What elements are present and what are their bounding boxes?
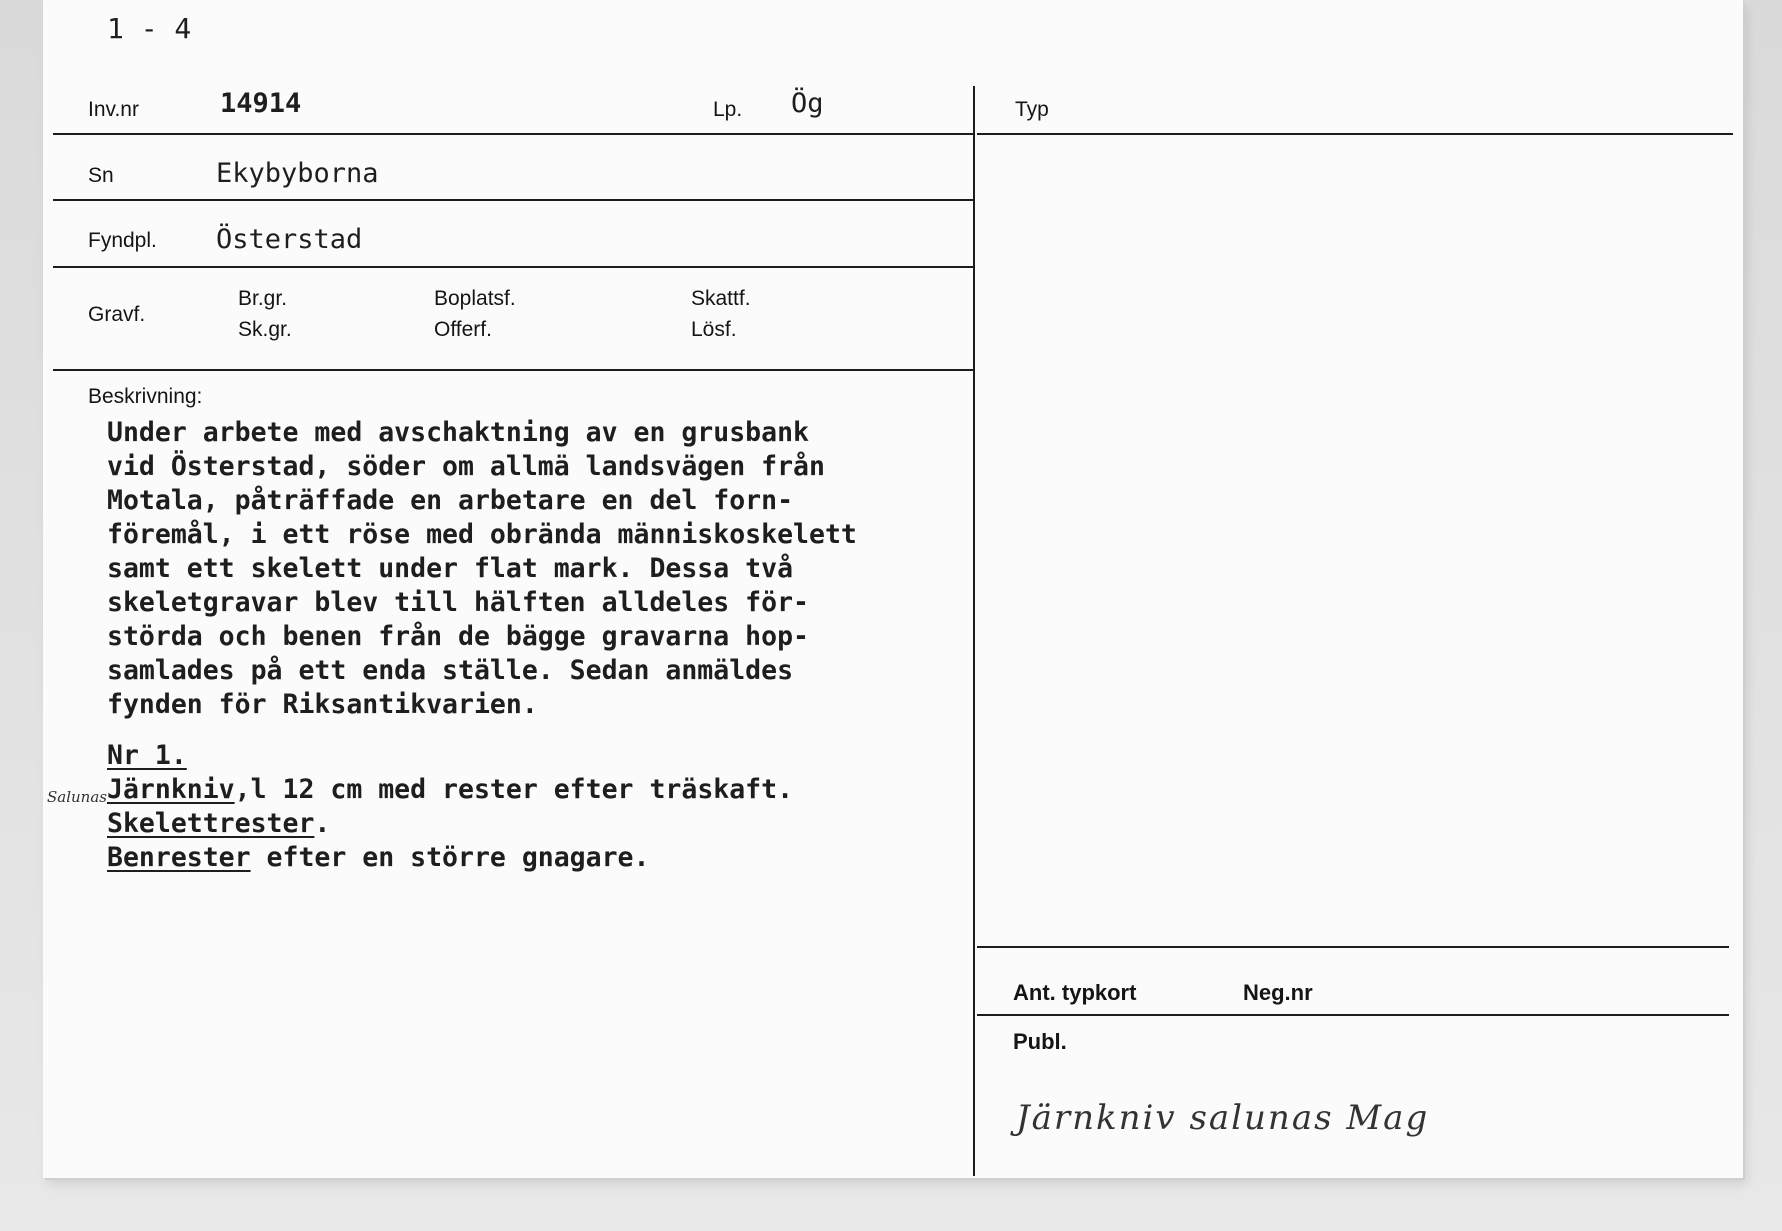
description-line: samt ett skelett under flat mark. Dessa två bbox=[107, 553, 794, 584]
description-line: störda och benen från de bägge gravarna hop- bbox=[107, 621, 809, 652]
skattf-label: Skattf. bbox=[691, 287, 751, 310]
boplatsf-label: Boplatsf. bbox=[434, 287, 516, 310]
beskrivning-label: Beskrivning: bbox=[88, 385, 203, 408]
margin-note: Salunas bbox=[47, 788, 107, 806]
fyndpl-label: Fyndpl. bbox=[88, 229, 157, 252]
sn-label: Sn bbox=[88, 164, 114, 187]
handwritten-note: Järnkniv salunas Mag bbox=[1016, 1098, 1430, 1138]
find-item: Skelettrester. bbox=[107, 808, 331, 839]
publ-label: Publ. bbox=[1013, 1029, 1067, 1054]
lp-label: Lp. bbox=[713, 98, 743, 121]
description-line: Motala, påträffade en arbetare en del forn- bbox=[107, 485, 794, 516]
description-line: Under arbete med avschaktning av en grusbank bbox=[107, 417, 809, 448]
inv-nr-label: Inv.nr bbox=[88, 98, 139, 121]
find-item: Benrester efter en större gnagare. bbox=[107, 842, 650, 873]
losf-label: Lösf. bbox=[691, 318, 737, 341]
card-number: 1 - 4 bbox=[107, 12, 192, 45]
rule-1 bbox=[53, 133, 973, 135]
description-text bbox=[107, 416, 1027, 722]
find-number-heading: Nr 1. bbox=[107, 740, 187, 771]
fyndpl-value: Österstad bbox=[216, 224, 363, 255]
rule-publ bbox=[977, 1014, 1729, 1016]
ant-typkort-label: Ant. typkort bbox=[1013, 980, 1137, 1005]
typ-label: Typ bbox=[1015, 98, 1049, 121]
brgr-label: Br.gr. bbox=[238, 287, 288, 310]
gravf-label: Gravf. bbox=[88, 303, 146, 326]
rule-3 bbox=[53, 266, 973, 268]
catalog-card bbox=[43, 0, 1743, 1178]
skgr-label: Sk.gr. bbox=[238, 318, 292, 341]
rule-2 bbox=[53, 199, 973, 201]
offerf-label: Offerf. bbox=[434, 318, 492, 341]
lp-value: Ög bbox=[791, 88, 824, 119]
neg-nr-label: Neg.nr bbox=[1243, 980, 1313, 1005]
description-line: skeletgravar blev till hälften alldeles för- bbox=[107, 587, 809, 618]
description-line: samlades på ett enda ställe. Sedan anmäldes bbox=[107, 655, 794, 686]
rule-typ-bottom bbox=[977, 946, 1729, 948]
description-line: fynden för Riksantikvarien. bbox=[107, 689, 538, 720]
rule-4 bbox=[53, 369, 973, 371]
sn-value: Ekybyborna bbox=[216, 158, 379, 189]
rule-typ bbox=[977, 133, 1733, 135]
find-item: Järnkniv,l 12 cm med rester efter träskaft. bbox=[107, 774, 794, 805]
inv-nr-value: 14914 bbox=[220, 88, 302, 119]
description-line: vid Österstad, söder om allmä landsvägen från bbox=[107, 451, 825, 482]
description-line: föremål, i ett röse med obrända människoskelett bbox=[107, 519, 857, 550]
